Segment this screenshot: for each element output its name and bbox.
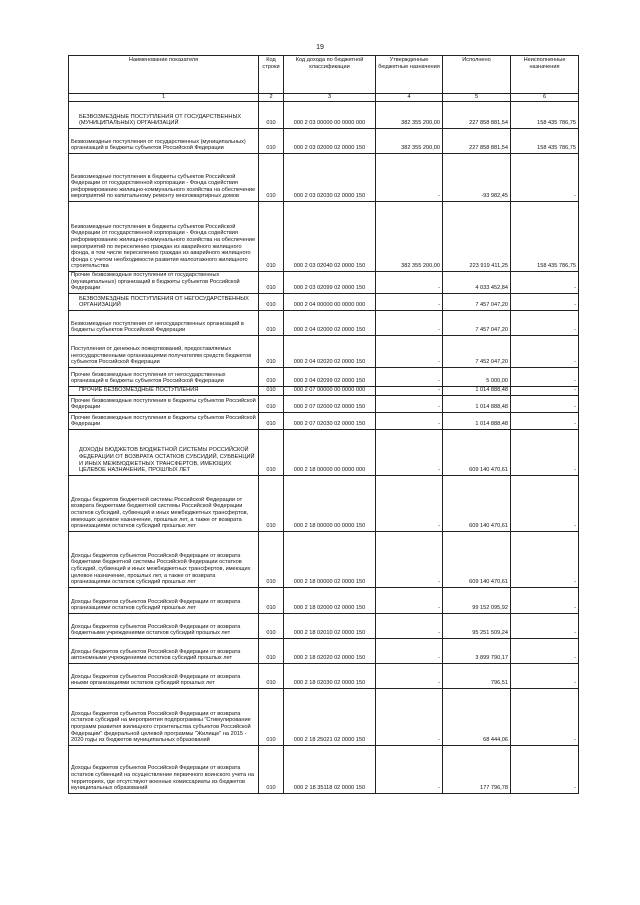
row-unexecuted: -	[511, 395, 579, 412]
row-approved: -	[376, 663, 443, 688]
row-line-code: 010	[259, 272, 284, 294]
row-approved: 382 355 200,00	[376, 102, 443, 129]
row-unexecuted: -	[511, 475, 579, 531]
row-executed: 1 014 888,48	[443, 412, 511, 429]
row-budget-code: 000 2 03 00000 00 0000 000	[284, 102, 376, 129]
row-name: Доходы бюджетов субъектов Российской Федерации от возврата бюджетными учреждениями остатков субсидий прошлых лет	[69, 613, 259, 638]
row-budget-code: 000 2 04 02000 02 0000 150	[284, 310, 376, 335]
table-row	[69, 154, 579, 202]
row-name: Доходы бюджетов субъектов Российской Федерации от возврата организациями остатков субсидий прошлых лет	[69, 587, 259, 613]
row-unexecuted: -	[511, 154, 579, 202]
table-row	[69, 412, 579, 429]
row-name: Доходы бюджетов субъектов Российской Федерации от возврата автономными учреждениями остатков субсидий прошлых лет	[69, 638, 259, 663]
row-line-code: 010	[259, 475, 284, 531]
row-line-code: 010	[259, 412, 284, 429]
table-header-row	[69, 56, 579, 94]
column-number: 3	[284, 94, 376, 102]
row-unexecuted: 158 435 786,75	[511, 129, 579, 154]
row-line-code: 010	[259, 367, 284, 386]
row-approved: -	[376, 335, 443, 367]
row-unexecuted: -	[511, 587, 579, 613]
row-budget-code: 000 2 18 25021 02 0000 150	[284, 688, 376, 745]
row-budget-code: 000 2 04 00000 00 0000 000	[284, 293, 376, 310]
row-name: Безвозмездные поступления в бюджеты субъектов Российской Федерации от государственной корпорации - Фонда содействия реформированию жилищно-коммунального хозяйства на обеспечение мероприятий по капитальному ремонту многоквартирных домов	[69, 154, 259, 202]
row-approved: -	[376, 367, 443, 386]
row-line-code: 010	[259, 688, 284, 745]
table-row	[69, 310, 579, 335]
row-line-code: 010	[259, 202, 284, 272]
row-unexecuted: -	[511, 429, 579, 475]
row-budget-code: 000 2 07 00000 00 0000 000	[284, 386, 376, 395]
row-budget-code: 000 2 18 35118 02 0000 150	[284, 745, 376, 793]
header-line-code: Код строки	[259, 56, 284, 94]
row-unexecuted: -	[511, 386, 579, 395]
table-row	[69, 386, 579, 395]
row-name: Прочие безвозмездные поступления в бюджеты субъектов Российской Федерации	[69, 395, 259, 412]
row-approved: -	[376, 688, 443, 745]
row-budget-code: 000 2 18 02000 02 0000 150	[284, 587, 376, 613]
row-line-code: 010	[259, 293, 284, 310]
row-budget-code: 000 2 18 00000 00 0000 150	[284, 475, 376, 531]
row-line-code: 010	[259, 663, 284, 688]
row-name: Прочие безвозмездные поступления от негосударственных организаций в бюджеты субъектов Российской Федерации	[69, 367, 259, 386]
row-unexecuted: -	[511, 531, 579, 587]
row-unexecuted: -	[511, 613, 579, 638]
table-row	[69, 102, 579, 129]
row-unexecuted: -	[511, 688, 579, 745]
row-budget-code: 000 2 03 02000 02 0000 150	[284, 129, 376, 154]
row-budget-code: 000 2 07 02030 02 0000 150	[284, 412, 376, 429]
row-unexecuted: -	[511, 335, 579, 367]
row-budget-code: 000 2 18 02010 02 0000 150	[284, 613, 376, 638]
row-unexecuted: -	[511, 272, 579, 294]
row-executed: 609 140 470,61	[443, 429, 511, 475]
row-budget-code: 000 2 03 02040 02 0000 150	[284, 202, 376, 272]
row-executed: 7 457 047,20	[443, 310, 511, 335]
row-executed: -93 982,45	[443, 154, 511, 202]
row-unexecuted: -	[511, 638, 579, 663]
row-name: Доходы бюджетов субъектов Российской Федерации от возврата остатков субсидий на мероприятия подпрограммы "Стимулирование программ развития жилищного строительства субъектов Российской Федерации" федеральной целевой программы "Жилище" на 2015 - 2020 годы из бюджетов муниципальных образований	[69, 688, 259, 745]
row-line-code: 010	[259, 129, 284, 154]
row-executed: 609 140 470,61	[443, 531, 511, 587]
row-budget-code: 000 2 18 00000 00 0000 000	[284, 429, 376, 475]
table-row	[69, 475, 579, 531]
row-budget-code: 000 2 03 02030 02 0000 150	[284, 154, 376, 202]
header-indicator-name: Наименование показателя	[69, 56, 259, 94]
row-executed: 3 899 790,17	[443, 638, 511, 663]
row-approved: -	[376, 310, 443, 335]
row-line-code: 010	[259, 531, 284, 587]
row-executed: 796,51	[443, 663, 511, 688]
table-row	[69, 129, 579, 154]
row-name: ПРОЧИЕ БЕЗВОЗМЕЗДНЫЕ ПОСТУПЛЕНИЯ	[69, 386, 259, 395]
row-executed: 177 796,78	[443, 745, 511, 793]
row-approved: 382 355 200,00	[376, 202, 443, 272]
row-executed: 68 444,06	[443, 688, 511, 745]
row-line-code: 010	[259, 395, 284, 412]
row-name: Доходы бюджетов субъектов Российской Федерации от возврата бюджетами бюджетной системы Российской Федерации остатков субсидий, субвенций и иных межбюджетных трансфертов, имеющих целевое назначение, прошлых лет, а также от возврата организациями остатков субсидий прошлых лет	[69, 531, 259, 587]
table-row	[69, 429, 579, 475]
row-approved: -	[376, 475, 443, 531]
row-budget-code: 000 2 04 02099 02 0000 150	[284, 367, 376, 386]
row-approved: -	[376, 531, 443, 587]
row-name: Прочие безвозмездные поступления от государственных (муниципальных) организаций в бюджеты субъектов Российской Федерации	[69, 272, 259, 294]
row-unexecuted: 158 435 786,75	[511, 202, 579, 272]
row-unexecuted: -	[511, 412, 579, 429]
row-name: ДОХОДЫ БЮДЖЕТОВ БЮДЖЕТНОЙ СИСТЕМЫ РОССИЙСКОЙ ФЕДЕРАЦИИ ОТ ВОЗВРАТА ОСТАТКОВ СУБСИДИЙ, СУБВЕНЦИЙ И ИНЫХ МЕЖБЮДЖЕТНЫХ ТРАНСФЕРТОВ, ИМЕЮЩИХ ЦЕЛЕВОЕ НАЗНАЧЕНИЕ, ПРОШЛЫХ ЛЕТ	[69, 429, 259, 475]
row-approved: -	[376, 412, 443, 429]
row-budget-code: 000 2 18 02030 02 0000 150	[284, 663, 376, 688]
row-approved: -	[376, 613, 443, 638]
page-number: 19	[316, 44, 324, 51]
row-name: БЕЗВОЗМЕЗДНЫЕ ПОСТУПЛЕНИЯ ОТ НЕГОСУДАРСТВЕННЫХ ОРГАНИЗАЦИЙ	[69, 293, 259, 310]
row-unexecuted: -	[511, 663, 579, 688]
row-budget-code: 000 2 18 00000 02 0000 150	[284, 531, 376, 587]
row-approved: -	[376, 429, 443, 475]
row-budget-code: 000 2 04 02020 02 0000 150	[284, 335, 376, 367]
column-number-row	[69, 94, 579, 102]
row-executed: 7 457 047,20	[443, 293, 511, 310]
table-row	[69, 293, 579, 310]
column-number: 5	[443, 94, 511, 102]
table-body	[69, 102, 579, 794]
row-line-code: 010	[259, 613, 284, 638]
row-unexecuted: -	[511, 293, 579, 310]
revenue-report-table	[68, 55, 579, 794]
column-number: 6	[511, 94, 579, 102]
table-row	[69, 202, 579, 272]
row-name: Безвозмездные поступления от государственных (муниципальных) организаций в бюджеты субъектов Российской Федерации	[69, 129, 259, 154]
table-row	[69, 638, 579, 663]
table-row	[69, 335, 579, 367]
table-row	[69, 272, 579, 294]
row-line-code: 010	[259, 429, 284, 475]
table-row	[69, 531, 579, 587]
row-approved: 382 355 200,00	[376, 129, 443, 154]
row-budget-code: 000 2 07 02000 02 0000 150	[284, 395, 376, 412]
row-unexecuted: 158 435 786,75	[511, 102, 579, 129]
table-row	[69, 587, 579, 613]
table-row	[69, 367, 579, 386]
row-unexecuted: -	[511, 367, 579, 386]
column-number: 4	[376, 94, 443, 102]
row-line-code: 010	[259, 102, 284, 129]
row-line-code: 010	[259, 638, 284, 663]
row-executed: 4 033 452,84	[443, 272, 511, 294]
row-line-code: 010	[259, 154, 284, 202]
column-number: 2	[259, 94, 284, 102]
column-number: 1	[69, 94, 259, 102]
row-approved: -	[376, 638, 443, 663]
row-unexecuted: -	[511, 310, 579, 335]
row-executed: 227 858 881,54	[443, 102, 511, 129]
row-executed: 1 014 888,48	[443, 395, 511, 412]
row-line-code: 010	[259, 310, 284, 335]
header-unexecuted: Неисполненные назначения	[511, 56, 579, 94]
row-executed: 99 152 095,92	[443, 587, 511, 613]
row-approved: -	[376, 745, 443, 793]
row-executed: 1 014 888,48	[443, 386, 511, 395]
row-budget-code: 000 2 03 02099 02 0000 150	[284, 272, 376, 294]
header-approved: Утвержденные бюджетные назначения	[376, 56, 443, 94]
row-budget-code: 000 2 18 02020 02 0000 150	[284, 638, 376, 663]
row-line-code: 010	[259, 335, 284, 367]
row-name: Поступления от денежных пожертвований, предоставляемых негосударственными организациями получателям средств бюджетов субъектов Российской Федерации	[69, 335, 259, 367]
row-executed: 223 919 411,25	[443, 202, 511, 272]
row-approved: -	[376, 154, 443, 202]
row-line-code: 010	[259, 745, 284, 793]
row-executed: 95 251 509,24	[443, 613, 511, 638]
row-approved: -	[376, 293, 443, 310]
row-line-code: 010	[259, 587, 284, 613]
row-executed: 7 452 047,20	[443, 335, 511, 367]
header-budget-classification-code: Код дохода по бюджетной классификации	[284, 56, 376, 94]
row-executed: 5 000,00	[443, 367, 511, 386]
table-row	[69, 395, 579, 412]
row-name: БЕЗВОЗМЕЗДНЫЕ ПОСТУПЛЕНИЯ ОТ ГОСУДАРСТВЕННЫХ (МУНИЦИПАЛЬНЫХ) ОРГАНИЗАЦИЙ	[69, 102, 259, 129]
row-executed: 609 140 470,61	[443, 475, 511, 531]
row-name: Доходы бюджетов субъектов Российской Федерации от возврата остатков субвенций на осуществление первичного воинского учета на территориях, где отсутствуют военные комиссариаты из бюджетов муниципальных образований	[69, 745, 259, 793]
row-approved: -	[376, 272, 443, 294]
row-approved: -	[376, 395, 443, 412]
row-unexecuted: -	[511, 745, 579, 793]
row-name: Безвозмездные поступления в бюджеты субъектов Российской Федерации от государственной корпорации - Фонда содействия реформированию жилищно-коммунального хозяйства на обеспечение мероприятий по переселению граждан из аварийного жилищного фонда, в том числе переселению граждан из аварийного жилищного фонда с учетом необходимости развития малоэтажного жилищного строительства	[69, 202, 259, 272]
row-name: Доходы бюджетов бюджетной системы Российской Федерации от возврата бюджетами бюджетной системы Российской Федерации остатков субсидий, субвенций и иных межбюджетных трансфертов, имеющих целевое назначение, прошлых лет, а также от возврата организациями остатков субсидий прошлых лет	[69, 475, 259, 531]
row-approved: -	[376, 386, 443, 395]
row-approved: -	[376, 587, 443, 613]
row-name: Доходы бюджетов субъектов Российской Федерации от возврата иными организациями остатков субсидий прошлых лет	[69, 663, 259, 688]
row-name: Безвозмездные поступления от негосударственных организаций в бюджеты субъектов Российской Федерации	[69, 310, 259, 335]
row-executed: 227 858 881,54	[443, 129, 511, 154]
table-row	[69, 745, 579, 793]
row-name: Прочие безвозмездные поступления в бюджеты субъектов Российской Федерации	[69, 412, 259, 429]
table-row	[69, 613, 579, 638]
header-executed: Исполнено	[443, 56, 511, 94]
table-row	[69, 663, 579, 688]
row-line-code: 010	[259, 386, 284, 395]
table-row	[69, 688, 579, 745]
